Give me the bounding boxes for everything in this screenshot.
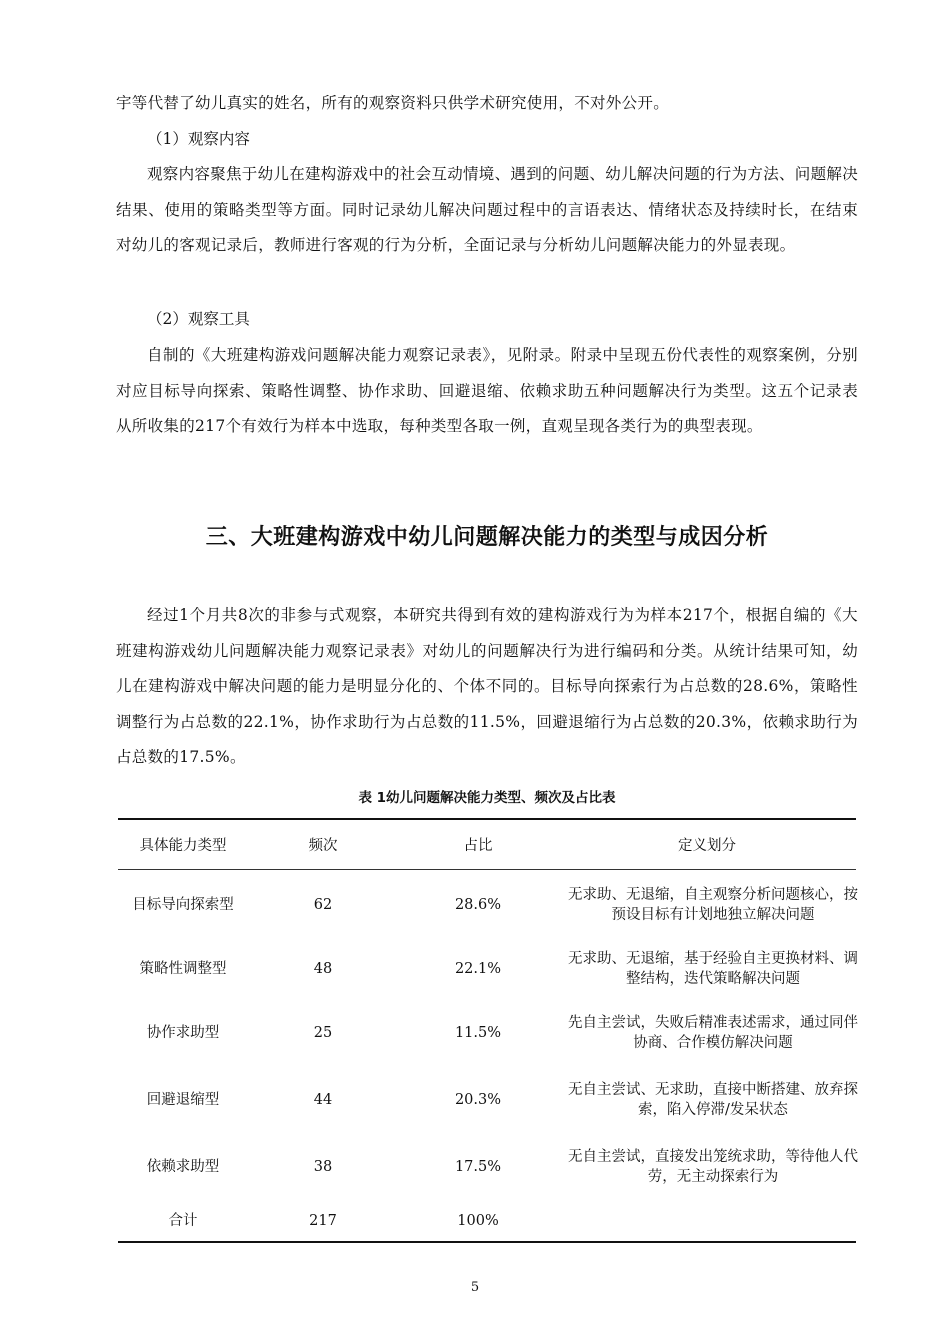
table-row-2-frequency: 48 bbox=[313, 961, 333, 977]
table-row-3-definition: 先自主尝试，失败后精准表述需求，通过同伴协商、合作模仿解决问题 bbox=[568, 1015, 858, 1051]
table-row-5-definition: 无自主尝试，直接发出笼统求助，等待他人代劳，无主动探索行为 bbox=[568, 1149, 858, 1185]
subheading-observation-tool: （2）观察工具 bbox=[147, 310, 250, 328]
table-caption: 表 1幼儿问题解决能力类型、频次及占比表 bbox=[358, 790, 616, 806]
table-row-4-frequency: 44 bbox=[313, 1092, 333, 1108]
subheading-observation-content: （1）观察内容 bbox=[147, 130, 250, 148]
table-row-1-type: 目标导向探索型 bbox=[132, 897, 234, 913]
table-row-1-definition: 无求助、无退缩，自主观察分析问题核心，按预设目标有计划地独立解决问题 bbox=[568, 887, 858, 923]
section-heading: 三、大班建构游戏中幼儿问题解决能力的类型与成因分析 bbox=[205, 525, 769, 550]
table-row-3-type: 协作求助型 bbox=[146, 1025, 220, 1041]
page-number: 5 bbox=[470, 1280, 480, 1295]
table-row-5-type: 依赖求助型 bbox=[146, 1159, 220, 1175]
table-row-1-frequency: 62 bbox=[313, 897, 333, 913]
paragraph-observation-tool: 自制的《大班建构游戏问题解决能力观察记录表》，见附录。附录中呈现五份代表性的观察案例，分别对应目标导向探索、策略性调整、协作求助、回避退缩、依赖求助五种问题解决行为类型。这五个记录表从所收集的217个有效行为样本中选取，每种类型各取一例，直观呈现各类行为的典型表现。 bbox=[116, 346, 858, 435]
table-row-4-percentage: 20.3% bbox=[454, 1092, 502, 1108]
table-row-2-percentage: 22.1% bbox=[454, 961, 502, 977]
table-header-definition: 定义划分 bbox=[678, 838, 736, 854]
table-row-1-percentage: 28.6% bbox=[454, 897, 502, 913]
table-total-type: 合计 bbox=[168, 1213, 198, 1229]
table-total-frequency: 217 bbox=[309, 1213, 337, 1229]
table-header-percentage: 占比 bbox=[463, 838, 493, 854]
table-bottom-rule bbox=[118, 1241, 856, 1243]
table-row-4-type: 回避退缩型 bbox=[146, 1092, 220, 1108]
table-header-rule bbox=[118, 869, 856, 870]
table-row-4-definition: 无自主尝试、无求助，直接中断搭建、放弃探索，陷入停滞/发呆状态 bbox=[568, 1082, 858, 1118]
table-top-rule bbox=[118, 818, 856, 820]
paragraph-results: 经过1个月共8次的非参与式观察，本研究共得到有效的建构游戏行为为样本217个，根据自编的《大班建构游戏幼儿问题解决能力观察记录表》对幼儿的问题解决行为进行编码和分类。从统计结果可知，幼儿在建构游戏中解决问题的能力是明显分化的、个体不同的。目标导向探索行为占总数的28.6%，策略性调整行为占总数的22.1%，协作求助行为占总数的11.5%，回避退缩行为占总数的20.3%，依赖求助行为占总数的17.5%。 bbox=[116, 606, 858, 766]
table-header-frequency: 频次 bbox=[308, 838, 338, 854]
table-row-5-percentage: 17.5% bbox=[454, 1159, 502, 1175]
table-row-3-frequency: 25 bbox=[313, 1025, 333, 1041]
table-row-3-percentage: 11.5% bbox=[454, 1025, 502, 1041]
table-row-2-type: 策略性调整型 bbox=[139, 961, 227, 977]
table-total-percentage: 100% bbox=[457, 1213, 499, 1229]
table-row-2-definition: 无求助、无退缩，基于经验自主更换材料、调整结构，迭代策略解决问题 bbox=[568, 951, 858, 987]
table-header-type: 具体能力类型 bbox=[139, 838, 227, 854]
paragraph-observation-content: 观察内容聚焦于幼儿在建构游戏中的社会互动情境、遇到的问题、幼儿解决问题的行为方法、问题解决结果、使用的策略类型等方面。同时记录幼儿解决问题过程中的言语表达、情绪状态及持续时长，在结束对幼儿的客观记录后，教师进行客观的行为分析，全面记录与分析幼儿问题解决能力的外显表现。 bbox=[116, 165, 859, 254]
paragraph-privacy: 宇等代替了幼儿真实的姓名，所有的观察资料只供学术研究使用，不对外公开。 bbox=[116, 94, 670, 112]
table-row-5-frequency: 38 bbox=[313, 1159, 333, 1175]
